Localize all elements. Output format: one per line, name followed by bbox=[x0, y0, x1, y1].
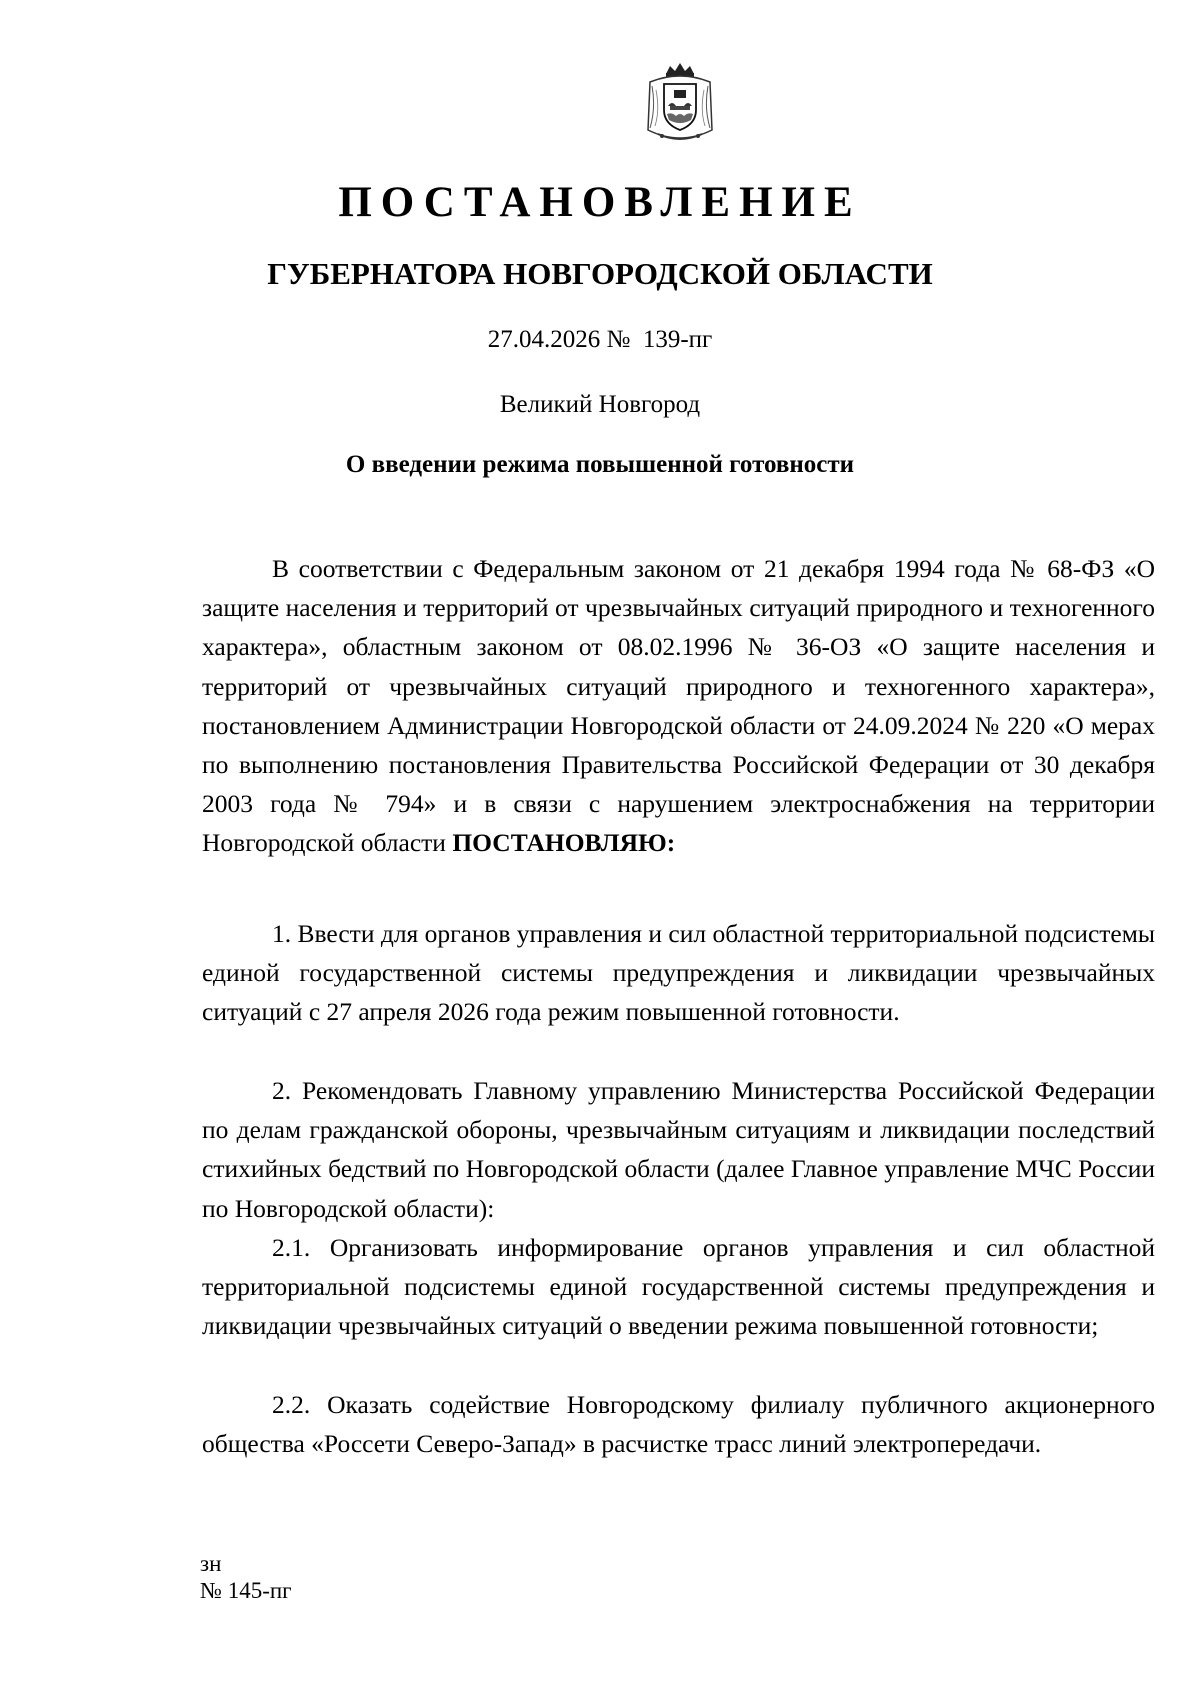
clause-2-1: 2.1. Организовать информирование органов управления и сил областной территориальной подсистемы единой государственной системы предупреждения и ликвидации чрезвычайных ситуаций о введении режима повышенной готовности; bbox=[202, 1233, 1155, 1341]
clause-2: 2. Рекомендовать Главному управлению Министерства Российской Федерации по делам гражданской обороны, чрезвычайным ситуациям и ликвидации последствий стихийных бедствий по Новгородской области (далее Главное управление МЧС России по Новгородской области): bbox=[202, 1076, 1155, 1223]
document-heading: О введении режима повышенной готовности bbox=[345, 451, 855, 478]
clause-1: 1. Ввести для органов управления и сил областной территориальной подсистемы единой государственной системы предупреждения и ликвидации чрезвычайных ситуаций с 27 апреля 2026 года режим повышенной готовности. bbox=[202, 919, 1155, 1027]
preamble-text: В соответствии с Федеральным законом от 21 декабря 1994 года № 68-ФЗ «О защите населения и территорий от чрезвычайных ситуаций природного и техногенного характера», областным законом от 08.02.1996 № 36-ОЗ «О защите населения и территорий от чрезвычайных ситуаций природного и техногенного характера», постановлением Администрации Новгородской области от 24.09.2024 № 220 «О мерах по выполнению постановления Правительства Российской Федерации от 30 декабря 2003 года № 794» и в связи с нарушением электроснабжения на территории Новгородской области bbox=[202, 554, 1155, 858]
city-name: Великий Новгород bbox=[499, 391, 701, 418]
clause-2-2: 2.2. Оказать содействие Новгородскому филиалу публичного акционерного общества «Россети Северо-Запад» в расчистке трасс линий электропередачи. bbox=[202, 1390, 1155, 1459]
document-date: 27.04.2026 bbox=[487, 326, 601, 353]
footer-number: № 145-пг bbox=[200, 1578, 292, 1603]
document-number: 139-пг bbox=[642, 326, 713, 353]
document-title: ПОСТАНОВЛЕНИЕ bbox=[338, 179, 862, 226]
document-subtitle: ГУБЕРНАТОРА НОВГОРОДСКОЙ ОБЛАСТИ bbox=[267, 256, 933, 291]
footer-mark bbox=[200, 1550, 292, 1604]
resolution-keyword: ПОСТАНОВЛЯЮ: bbox=[452, 828, 676, 858]
number-sign: № bbox=[606, 326, 631, 353]
date-number-line bbox=[0, 322, 1200, 358]
coat-of-arms-icon bbox=[636, 60, 724, 148]
footer-code: зн bbox=[200, 1551, 222, 1576]
preamble-paragraph bbox=[202, 549, 1155, 863]
